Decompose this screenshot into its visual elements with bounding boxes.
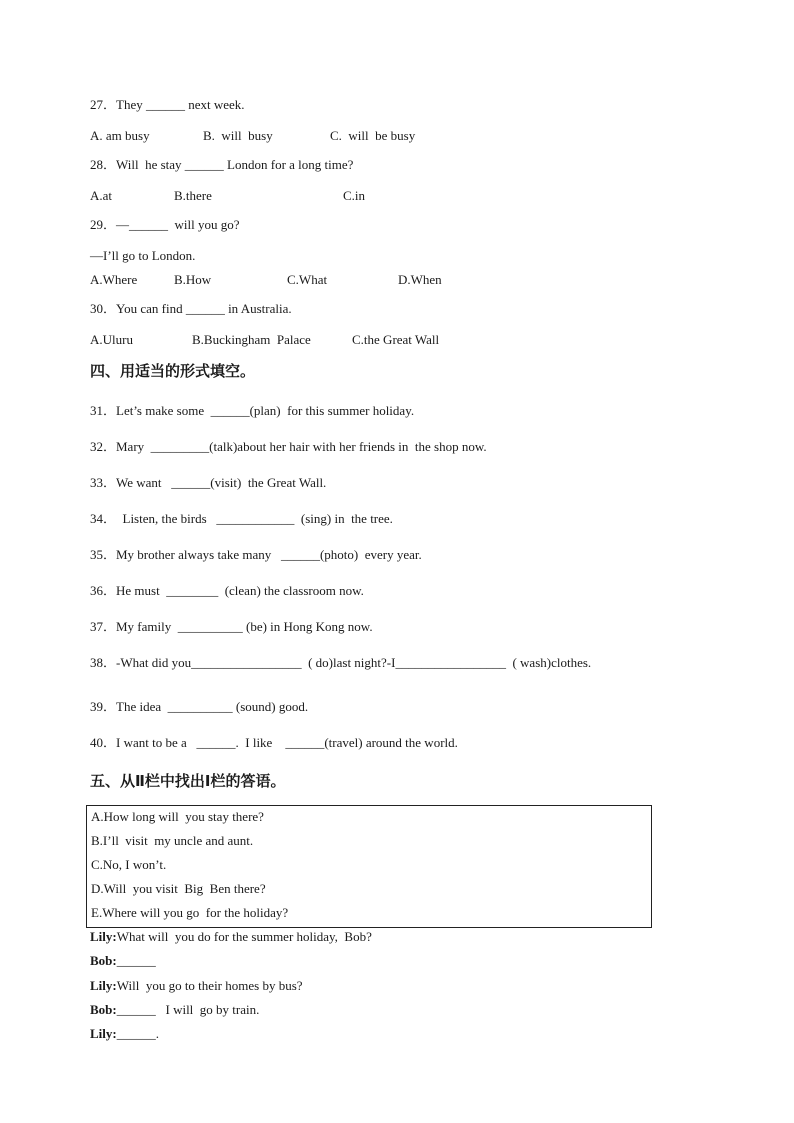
speaker: Lily: bbox=[90, 978, 117, 993]
q28-option-c: C.in bbox=[343, 188, 366, 203]
utterance: ______. bbox=[116, 1026, 159, 1041]
section-5-title: 五、从Ⅱ栏中找出Ⅰ栏的答语。 bbox=[90, 772, 286, 790]
q29-option-c: C.What bbox=[287, 272, 328, 287]
answer-options-box bbox=[86, 805, 652, 928]
question-32: 32．Mary _________(talk)about her hair with her friends in the shop now. bbox=[90, 439, 487, 454]
speaker: Bob: bbox=[90, 953, 117, 968]
utterance: What will you do for the summer holiday, Bob? bbox=[116, 929, 372, 944]
q29-option-d: D.When bbox=[398, 272, 442, 287]
q27-option-b: B. will busy bbox=[203, 128, 273, 143]
section-4-title: 四、用适当的形式填空。 bbox=[90, 362, 256, 380]
question-29: 29．—______ will you go? bbox=[90, 217, 240, 232]
question-34: 34． Listen, the birds ____________ (sing) in the tree. bbox=[90, 511, 393, 526]
q29-option-a: A.Where bbox=[90, 272, 138, 287]
question-40: 40．I want to be a ______. I like ______(travel) around the world. bbox=[90, 735, 458, 750]
speaker: Lily: bbox=[90, 929, 117, 944]
box-option-a: A.How long will you stay there? bbox=[91, 809, 264, 824]
q29-answer-line: —I’ll go to London. bbox=[90, 248, 196, 263]
dialogue-line-4 bbox=[90, 1002, 259, 1018]
box-option-d: D.Will you visit Big Ben there? bbox=[91, 881, 266, 896]
q30-option-c: C.the Great Wall bbox=[352, 332, 440, 347]
q28-option-b: B.there bbox=[174, 188, 212, 203]
question-37: 37．My family __________ (be) in Hong Kong now. bbox=[90, 619, 373, 634]
question-38: 38．-What did you_________________ ( do)last night?-I_________________ ( wash)clothes. bbox=[90, 655, 592, 670]
utterance: ______ I will go by train. bbox=[116, 1002, 260, 1017]
speaker: Lily: bbox=[90, 1026, 117, 1041]
dialogue-line-1 bbox=[90, 929, 372, 945]
utterance: Will you go to their homes by bus? bbox=[116, 978, 303, 993]
question-39: 39．The idea __________ (sound) good. bbox=[90, 699, 309, 714]
q27-option-c: C. will be busy bbox=[330, 128, 416, 143]
question-28: 28．Will he stay ______ London for a long time? bbox=[90, 157, 354, 172]
q30-option-b: B.Buckingham Palace bbox=[192, 332, 311, 347]
q29-option-b: B.How bbox=[174, 272, 212, 287]
q27-option-a: A. am busy bbox=[90, 128, 150, 143]
speaker: Bob: bbox=[90, 1002, 117, 1017]
box-option-b: B.I’ll visit my uncle and aunt. bbox=[91, 833, 254, 848]
dialogue-line-2 bbox=[90, 953, 156, 969]
box-option-c: C.No, I won’t. bbox=[91, 857, 167, 872]
q28-option-a: A.at bbox=[90, 188, 113, 203]
q30-option-a: A.Uluru bbox=[90, 332, 133, 347]
dialogue-line-5 bbox=[90, 1026, 159, 1042]
question-33: 33．We want ______(visit) the Great Wall. bbox=[90, 475, 327, 490]
question-31: 31．Let’s make some ______(plan) for this summer holiday. bbox=[90, 403, 415, 418]
question-35: 35．My brother always take many ______(photo) every year. bbox=[90, 547, 422, 562]
question-30: 30．You can find ______ in Australia. bbox=[90, 301, 292, 316]
question-27: 27．They ______ next week. bbox=[90, 97, 245, 112]
utterance: ______ bbox=[116, 953, 156, 968]
box-option-e: E.Where will you go for the holiday? bbox=[91, 905, 289, 920]
question-36: 36．He must ________ (clean) the classroom now. bbox=[90, 583, 364, 598]
dialogue-line-3 bbox=[90, 978, 303, 994]
